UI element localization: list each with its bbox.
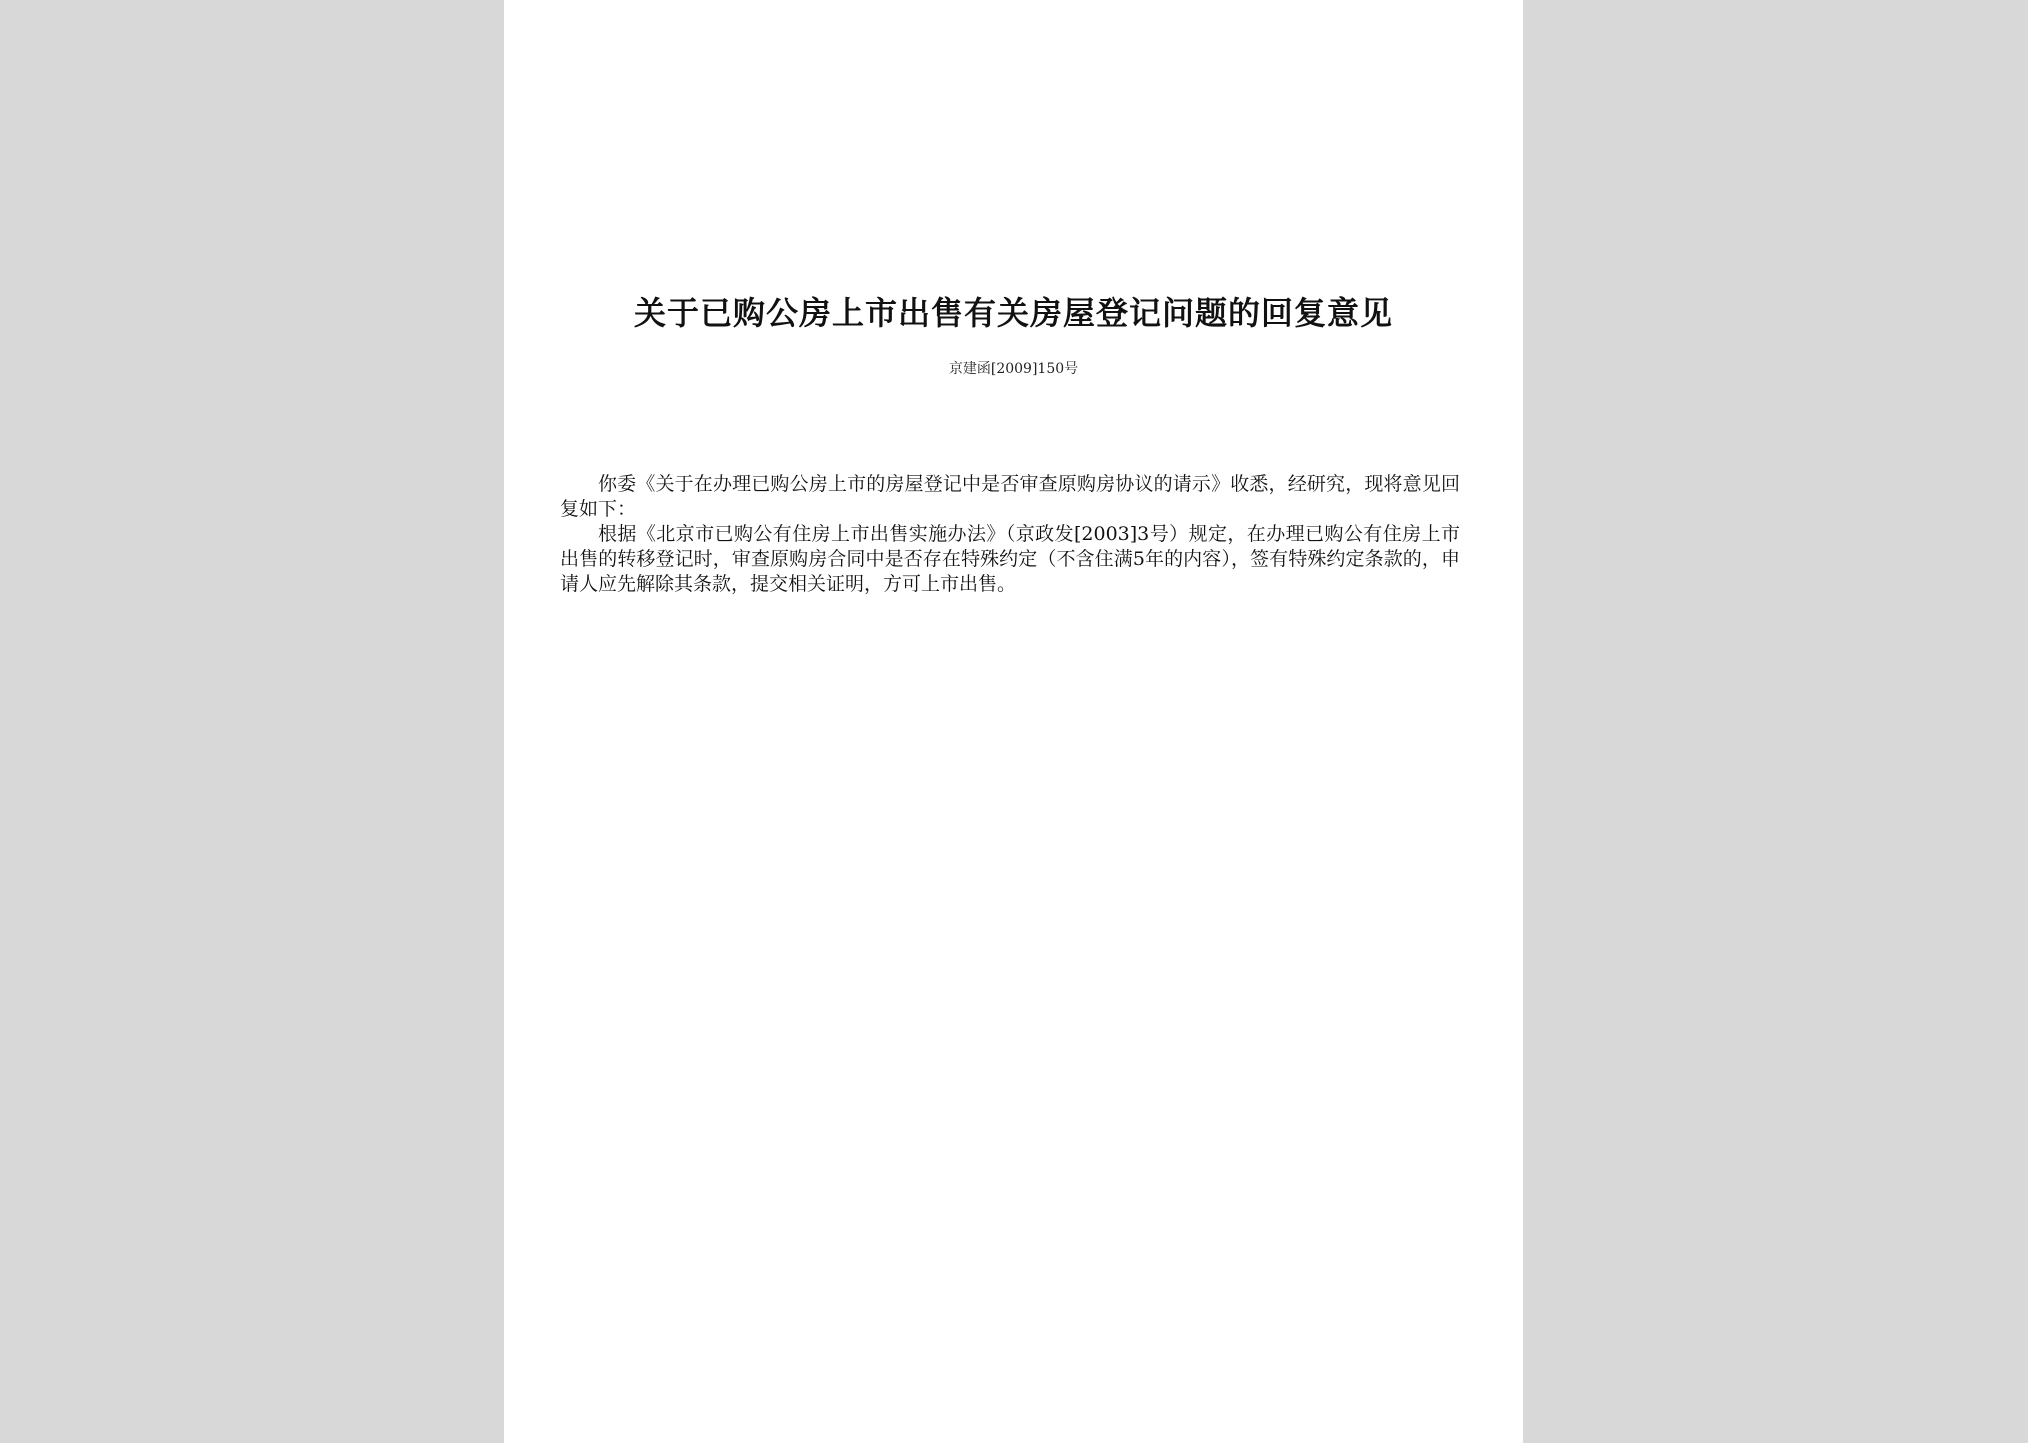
document-number: 京建函[2009]150号 — [948, 361, 1079, 377]
body-paragraph: 你委《关于在办理已购公房上市的房屋登记中是否审查原购房协议的请示》收悉，经研究，现将意见回复如下： — [560, 473, 1460, 520]
document-body — [560, 472, 1460, 597]
document-page — [504, 0, 1523, 1443]
body-paragraph: 根据《北京市已购公有住房上市出售实施办法》（京政发[2003]3号）规定，在办理已购公有住房上市出售的转移登记时，审查原购房合同中是否存在特殊约定（不含住满5年的内容），签有特殊约定条款的，申请人应先解除其条款，提交相关证明，方可上市出售。 — [560, 523, 1460, 595]
document-title: 关于已购公房上市出售有关房屋登记问题的回复意见 — [633, 294, 1393, 332]
